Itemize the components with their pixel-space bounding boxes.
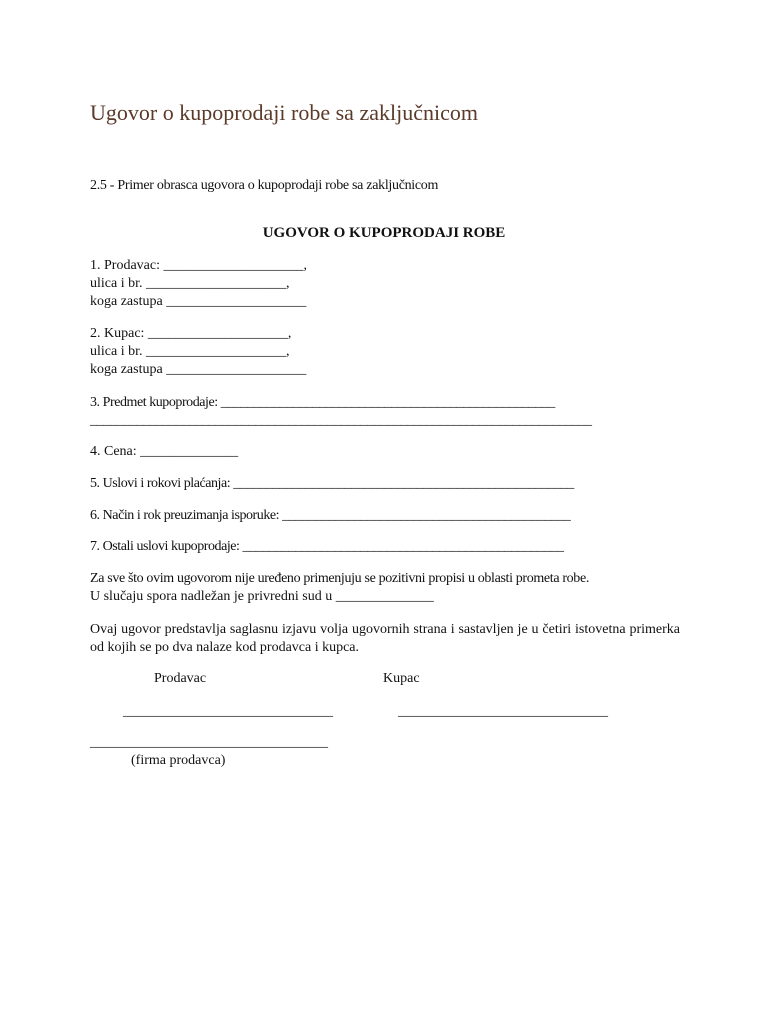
payment-terms-line: 5. Uslovi i rokovi plaćanja: ____________________________________________________ <box>90 476 574 491</box>
buyer-signature-line: ______________________________ <box>398 704 608 719</box>
buyer-signature-label: Kupac <box>383 671 420 686</box>
buyer-address-line: ulica i br. ____________________, <box>90 344 290 359</box>
firm-label: (firma prodavca) <box>131 753 226 768</box>
firm-signature-line: __________________________________ <box>90 735 328 750</box>
other-terms-line: 7. Ostali uslovi kupoprodaje: _________________________________________________ <box>90 539 564 554</box>
subject-continuation-line: ____________________________________________________________________________ <box>90 413 592 428</box>
delivery-terms-line: 6. Način i rok preuzimanja isporuke: ____________________________________________ <box>90 508 571 523</box>
seller-name-line: 1. Prodavac: ____________________, <box>90 258 307 273</box>
governing-law-line: Za sve što ovim ugovorom nije uređeno primenjuju se pozitivni propisi u oblasti prometa robe. <box>90 571 589 586</box>
jurisdiction-line: U slučaju spora nadležan je privredni sud u ______________ <box>90 589 434 604</box>
subject-line: 3. Predmet kupoprodaje: ___________________________________________________ <box>90 395 555 410</box>
buyer-representative-line: koga zastupa ____________________ <box>90 362 307 377</box>
buyer-name-line: 2. Kupac: ____________________, <box>90 326 292 341</box>
seller-representative-line: koga zastupa ____________________ <box>90 294 307 309</box>
document-title: Ugovor o kupoprodaji robe sa zaključnicom <box>90 100 478 125</box>
copies-paragraph: Ovaj ugovor predstavlja saglasnu izjavu volja ugovornih strana i sastavljen je u četiri istovetna primerka od kojih se po dva nalaze kod prodavca i kupca. <box>90 622 680 655</box>
seller-signature-label: Prodavac <box>154 671 207 686</box>
contract-heading: UGOVOR O KUPOPRODAJI ROBE <box>262 225 506 241</box>
price-line: 4. Cena: ______________ <box>90 444 239 459</box>
document-subtitle: 2.5 - Primer obrasca ugovora o kupoprodaji robe sa zaključnicom <box>90 178 439 193</box>
seller-signature-line: ______________________________ <box>123 704 333 719</box>
seller-address-line: ulica i br. ____________________, <box>90 276 290 291</box>
